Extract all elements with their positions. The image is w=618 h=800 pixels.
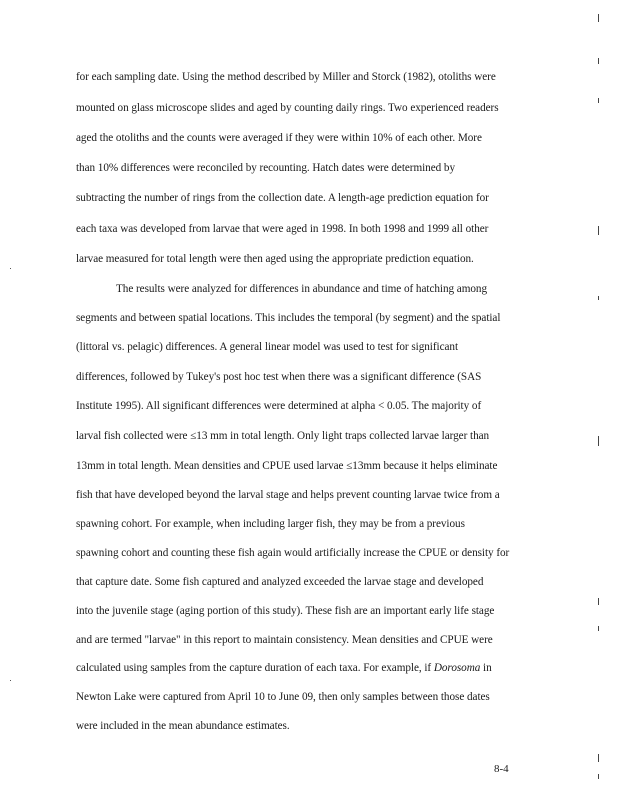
text-line: differences, followed by Tukey's post hoc test when there was a significant difference (SAS bbox=[76, 371, 482, 383]
text-line: subtracting the number of rings from the collection date. A length-age prediction equation for bbox=[76, 192, 489, 204]
text-line: fish that have developed beyond the larval stage and helps prevent counting larvae twice from a bbox=[76, 489, 500, 501]
text-line-indented: The results were analyzed for differences in abundance and time of hatching among bbox=[116, 283, 487, 295]
text-line: larvae measured for total length were then aged using the appropriate prediction equation. bbox=[76, 253, 474, 265]
scan-edge-mark bbox=[598, 598, 599, 605]
text-line: Newton Lake were captured from April 10 to June 09, then only samples between those dates bbox=[76, 691, 490, 703]
text-line: spawning cohort and counting these fish again would artificially increase the CPUE or density for bbox=[76, 547, 510, 559]
text-line: mounted on glass microscope slides and aged by counting daily rings. Two experienced readers bbox=[76, 102, 499, 114]
text-line: each taxa was developed from larvae that were aged in 1998. In both 1998 and 1999 all other bbox=[76, 223, 489, 235]
text-line: spawning cohort. For example, when including larger fish, they may be from a previous bbox=[76, 518, 465, 530]
scan-edge-mark bbox=[598, 436, 599, 446]
scan-speck bbox=[10, 268, 11, 269]
text-line: 13mm in total length. Mean densities and CPUE used larvae ≤13mm because it helps eliminate bbox=[76, 460, 498, 472]
scan-speck bbox=[10, 680, 11, 681]
text-line: and are termed "larvae" in this report to maintain consistency. Mean densities and CPUE were bbox=[76, 634, 493, 646]
scan-edge-mark bbox=[598, 14, 599, 22]
scan-edge-mark bbox=[598, 226, 599, 235]
text-line: segments and between spatial locations. This includes the temporal (by segment) and the spatial bbox=[76, 312, 501, 324]
scan-edge-mark bbox=[598, 98, 599, 103]
scan-edge-mark bbox=[598, 754, 599, 762]
scan-edge-mark bbox=[598, 296, 599, 300]
page-number: 8-4 bbox=[494, 763, 509, 775]
text-line-with-taxon bbox=[76, 661, 492, 675]
scan-edge-mark bbox=[598, 626, 599, 631]
text-line: were included in the mean abundance estimates. bbox=[76, 720, 290, 732]
text-line: larval fish collected were ≤13 mm in total length. Only light traps collected larvae larger than bbox=[76, 430, 490, 442]
text-line: that capture date. Some fish captured and analyzed exceeded the larvae stage and developed bbox=[76, 576, 484, 588]
text-segment: calculated using samples from the capture duration of each taxa. For example, if bbox=[76, 662, 434, 674]
scan-edge-mark bbox=[598, 58, 599, 64]
text-line: (littoral vs. pelagic) differences. A general linear model was used to test for significant bbox=[76, 341, 459, 353]
text-line: than 10% differences were reconciled by recounting. Hatch dates were determined by bbox=[76, 162, 456, 174]
text-segment: in bbox=[480, 662, 492, 674]
text-line: aged the otoliths and the counts were averaged if they were within 10% of each other. More bbox=[76, 132, 482, 144]
text-line: for each sampling date. Using the method described by Miller and Storck (1982), otoliths were bbox=[76, 71, 496, 83]
text-line: into the juvenile stage (aging portion of this study). These fish are an important early life stage bbox=[76, 605, 495, 617]
taxon-name-italic: Dorosoma bbox=[433, 662, 481, 674]
scan-edge-mark bbox=[598, 774, 599, 779]
text-line: Institute 1995). All significant differences were determined at alpha < 0.05. The majority of bbox=[76, 400, 482, 412]
